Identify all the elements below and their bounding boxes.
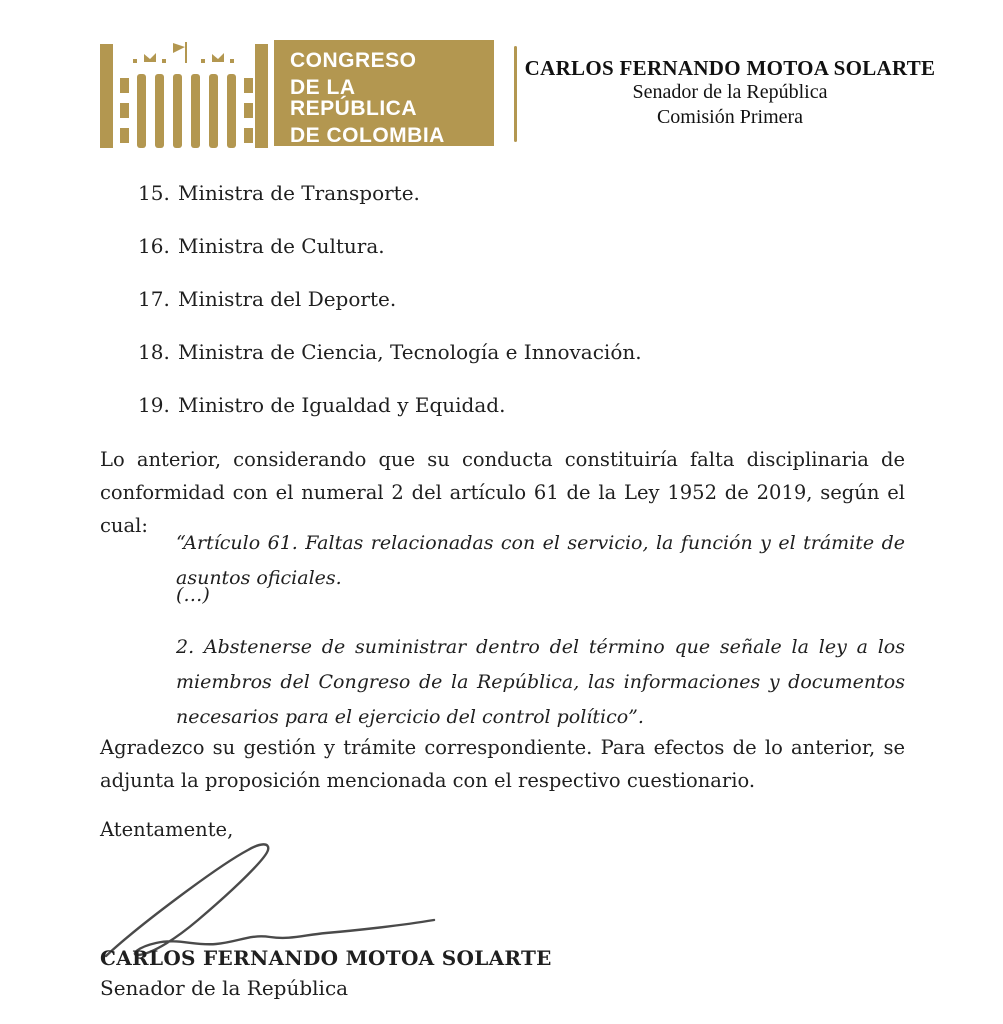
closing-salutation: Atentamente, (100, 818, 234, 841)
list-item-number: 19. (138, 393, 170, 417)
quote-numeral-2: 2. Abstenerse de suministrar dentro del término que señale la ley a los miembros del Congreso de la República, las informaciones y documentos necesarios para el ejercicio del control político”. (176, 636, 905, 728)
list-item-text: Ministra de Cultura. (178, 234, 385, 258)
senator-committee: Comisión Primera (656, 106, 804, 129)
quote-ellipsis: (…) (176, 584, 210, 606)
senator-title: Senador de la República (632, 81, 828, 104)
handwritten-signature (98, 838, 448, 963)
logo-subtitle: SENADO DE LA REPÚBLICA (290, 152, 396, 179)
letterhead (100, 40, 943, 179)
congress-logo-box (274, 40, 494, 179)
list-item-text: Ministra de Ciencia, Tecnología e Innovación. (178, 340, 642, 364)
list-item-number: 15. (138, 181, 170, 205)
list-item-text: Ministra del Deporte. (178, 287, 397, 311)
congress-logo (100, 40, 494, 179)
signatory-title: Senador de la República (100, 976, 349, 1000)
body-paragraph-2: Agradezco su gestión y trámite correspondiente. Para efectos de lo anterior, se adjunta la proposición mencionada con el respectivo cuestionario. (100, 736, 905, 792)
list-item-text: Ministra de Transporte. (178, 181, 420, 205)
logo-line-3: DE COLOMBIA (290, 124, 445, 147)
capitol-building-icon (100, 42, 268, 148)
list-item (138, 395, 903, 415)
list-item (138, 289, 903, 309)
logo-line-1: CONGRESO (290, 49, 417, 72)
list-item-text: Ministro de Igualdad y Equidad. (178, 393, 506, 417)
senator-name: CARLOS FERNANDO MOTOA SOLARTE (524, 56, 936, 80)
list-item (138, 342, 903, 362)
senator-header (517, 56, 943, 130)
logo-line-2: DE LA REPÚBLICA (290, 76, 418, 120)
list-item (138, 183, 903, 203)
quote-article-61: “Artículo 61. Faltas relacionadas con el servicio, la función y el trámite de asuntos oficiales. (176, 532, 905, 589)
list-item-number: 16. (138, 234, 170, 258)
list-item-number: 17. (138, 287, 170, 311)
signatory-name: CARLOS FERNANDO MOTOA SOLARTE (100, 946, 552, 970)
minister-list (138, 183, 903, 448)
list-item-number: 18. (138, 340, 170, 364)
list-item (138, 236, 903, 256)
body-paragraph-1: Lo anterior, considerando que su conducta constituiría falta disciplinaria de conformidad con el numeral 2 del artículo 61 de la Ley 1952 de 2019, según el cual: (100, 448, 905, 537)
